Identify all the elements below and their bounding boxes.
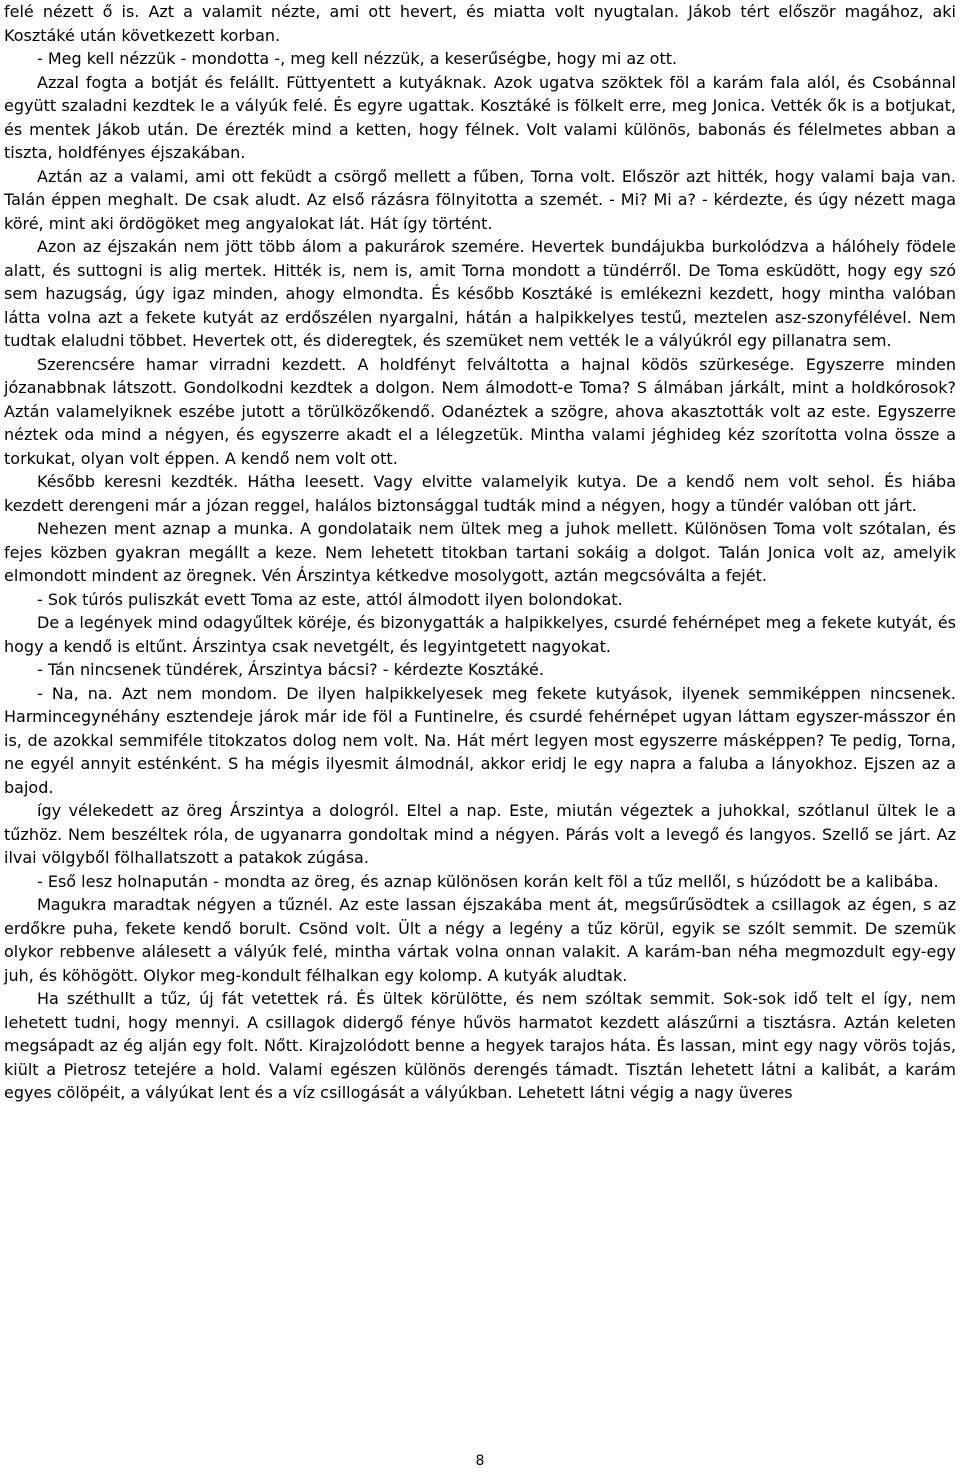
paragraph: - Meg kell nézzük - mondotta -, meg kell nézzük, a keserűségbe, hogy mi az ott. — [37, 49, 678, 68]
paragraph: így vélekedett az öreg Árszintya a dologról. Eltel a nap. Este, miután végeztek a juhokkal, szótlanul ültek le a tűzhöz. Nem beszéltek róla, de ugyanarra gondoltak mind a négyen. Párás volt a levegő és langyos. Szellő se járt. Az ilvai völgyből fölhallatszott a patakok zúgása. — [4, 801, 956, 867]
paragraph: - Eső lesz holnapután - mondta az öreg, és aznap különösen korán kelt föl a tűz mellől, s húzódott be a kalibába. — [37, 871, 939, 891]
paragraph: Azon az éjszakán nem jött több álom a pakurárok szemére. Hevertek bundájukba burkolódzva a hálóhely födele alatt, és suttogni is alig mertek. Hitték is, nem is, amit Torna mondott a tündérről. De Toma esküdött, hogy egy szó sem hazugság, úgy igaz minden, ahogy elmondta. És később Kosztáké is emlékezni kezdett, hogy mintha valóban látta volna azt a fekete kutyát az erdőszélen nyargalni, hátán a halpikkelyes testű, meztelen asz-szonyfélével. Nem tudtak elaludni többet. Hevertek ott, és dideregtek, és szemüket nem vették le a vályúkról egy pillanatra sem. — [4, 237, 956, 350]
paragraph: - Tán nincsenek tündérek, Árszintya bácsi? - kérdezte Kosztáké. — [37, 660, 544, 679]
paragraph: - Sok túrós puliszkát evett Toma az este, attól álmodott ilyen bolondokat. — [37, 589, 623, 609]
body-text — [4, 0, 956, 1105]
page-number: 8 — [475, 1453, 485, 1469]
paragraph: Azzal fogta a botját és felállt. Füttyentett a kutyáknak. Azok ugatva szöktek föl a karám fala alól, és Csobánnal együtt szaladni kezdtek le a vályúk felé. És egyre ugattak. Kosztáké is fölkelt erre, meg Jonica. Vették ők is a botjukat, és mentek Jákob után. De érezték mind a ketten, hogy félnek. Volt valami különös, babonás és félelmetes abban a tiszta, holdfényes éjszakában. — [4, 72, 956, 162]
paragraph: Szerencsére hamar virradni kezdett. A holdfényt felváltotta a hajnal ködös szürkesége. Egyszerre minden józanabbnak látszott. Gondolkodni kezdtek a dolgon. Nem álmodott-e Toma? S álmában járkált, mint a holdkórosok? Aztán valamelyiknek eszébe jutott a törülközőkendő. Odanéztek a szögre, ahova akasztották volt az este. Egyszerre néztek oda mind a négyen, és egyszerre akadt el a lélegzetük. Mintha valami jéghideg kéz szorította volna össze a torkukat, olyan volt éppen. A kendő nem volt ott. — [4, 354, 956, 468]
paragraph: - Na, na. Azt nem mondom. De ilyen halpikkelyesek meg fekete kutyások, ilyenek semmiképpen nincsenek. Harmincegynéhány esztendeje járok már ide föl a Funtinelre, és csurdé fehérnépet ugyan láttam egyszer-másszor én is, de azokkal semmiféle titokzatos dolog nem volt. Na. Hát mért legyen most egyszerre másképpen? Te pedig, Torna, ne egyél annyit esténként. S ha mégis ilyesmit álmodnál, akkor eridj le egy napra a faluba a lányokhoz. Ejszen az a bajod. — [4, 683, 956, 797]
paragraph: Később keresni kezdték. Hátha leesett. Vagy elvitte valamelyik kutya. De a kendő nem volt sehol. És hiába kezdett derengeni már a józan reggel, halálos biztonsággal tudták mind a négyen, hogy a tündér valóban ott járt. — [4, 472, 956, 515]
paragraph: Nehezen ment aznap a munka. A gondolataik nem ültek meg a juhok mellett. Különösen Toma volt szótalan, és fejes közben gyakran megállt a keze. Nem lehetett titokban tartani sokáig a dolgot. Talán Jonica volt az, amelyik elmondott mindent az öregnek. Vén Árszintya kétkedve mosolygott, aztán megcsóválta a fejét. — [4, 519, 956, 585]
paragraph: felé nézett ő is. Azt a valamit nézte, ami ott hevert, és miatta volt nyugtalan. Jákob tért először magához, aki Kosztáké után következett korban. — [4, 2, 956, 45]
paragraph: De a legények mind odagyűltek köréje, és bizonygatták a halpikkelyes, csurdé fehérnépet meg a fekete kutyát, és hogy a kendő is eltűnt. Árszintya csak nevetgélt, és legyintgetett nagyokat. — [4, 613, 956, 656]
paragraph: Magukra maradtak négyen a tűznél. Az este lassan éjszakába ment át, megsűrűsödtek a csillagok az égen, s az erdőkre puha, fekete kendő borult. Csönd volt. Ült a négy a legény a tűz körül, egyik se szólt semmit. De szemük olykor rebbenve alálesett a vályúk felé, mintha vártak volna onnan valakit. A karám-ban néha megmozdult egy-egy juh, és köhögött. Olykor meg-kondult félhalkan egy kolomp. A kutyák aludtak. — [4, 895, 956, 985]
paragraph: Ha széthullt a tűz, új fát vetettek rá. És ültek körülötte, és nem szóltak semmit. Sok-sok idő telt el így, nem lehetett tudni, hogy mennyi. A csillagok didergő fénye hűvös harmatot kezdett alászűrni a tisztásra. Aztán keleten megsápadt az ég alján egy folt. Nőtt. Kirajzolódott benne a hegyek tarajos háta. És lassan, mint egy nagy vörös tojás, kiült a Pietrosz tetejére a hold. Valami egészen különös derengés támadt. Tisztán lehetett látni a kalibát, a karám egyes cölöpéit, a vályúkat lent és a víz csillogását a vályúkban. Lehetett látni végig a nagy üveres — [4, 989, 956, 1102]
paragraph: Aztán az a valami, ami ott feküdt a csörgő mellett a fűben, Torna volt. Először azt hitték, hogy valami baja van. Talán éppen meghalt. De csak aludt. Az első rázásra fölnyitotta a szemét. - Mi? Mi a? - kérdezte, és úgy nézett maga köré, mint aki ördögöket meg angyalokat lát. Hát így történt. — [4, 166, 956, 233]
